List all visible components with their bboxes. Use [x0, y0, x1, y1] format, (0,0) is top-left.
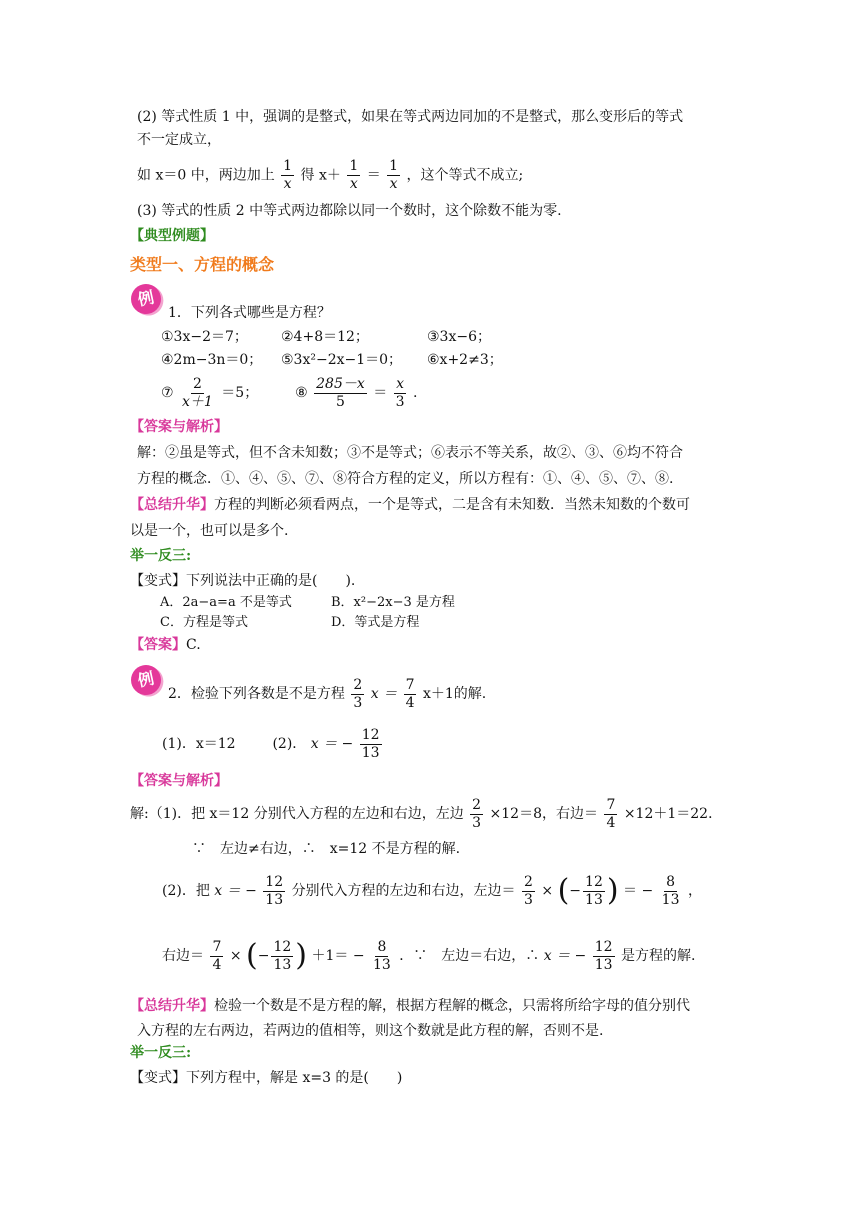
- denominator: 13: [273, 956, 292, 973]
- numerator: 8: [377, 938, 387, 955]
- text: 2．检验下列各数是不是方程: [168, 686, 345, 702]
- text: ，这个等式不成立;: [406, 167, 524, 184]
- text: ×12＝8，右边＝: [489, 806, 598, 822]
- fraction: [660, 874, 682, 909]
- option: ②4+8＝12；: [281, 329, 369, 345]
- denominator: x＋1: [182, 393, 213, 410]
- answer-heading: 【答案与解析】: [130, 419, 228, 435]
- denominator: 3: [472, 814, 482, 831]
- text-line: (2) 等式性质 1 中，强调的是整式，如果在等式两边同加的不是整式，那么变形后的等式: [137, 109, 684, 125]
- text: ×12＋1＝22．: [623, 806, 723, 822]
- numerator: 7: [405, 676, 415, 693]
- option-marker: ⑧: [295, 385, 308, 401]
- denominator: 13: [373, 956, 391, 973]
- numerator: 12: [361, 726, 380, 743]
- text: ＝5；: [221, 385, 259, 401]
- text: 下列方程中，解是 x=3 的是( ): [186, 1070, 403, 1086]
- text-line: ∵ 左边≠右边，∴ x=12 不是方程的解.: [192, 841, 461, 857]
- text: 右边＝: [162, 948, 204, 964]
- variant-heading: 【变式】: [130, 1070, 186, 1086]
- denominator: x: [389, 176, 398, 192]
- text-line: 以是一个，也可以是多个.: [130, 523, 289, 539]
- option: ⑤3x²−2x−1＝0；: [281, 352, 403, 368]
- text: ＋1＝ −: [311, 948, 365, 964]
- fraction: [271, 939, 293, 974]
- fraction: [522, 874, 535, 909]
- text-line: (3) 等式的性质 2 中等式两边都除以同一个数时，这个除数不能为零.: [137, 203, 562, 219]
- numerator: 1: [349, 158, 359, 174]
- fraction: [593, 939, 615, 974]
- numerator: 8: [666, 873, 676, 890]
- fraction: [351, 677, 364, 712]
- summary-heading: 【总结升华】: [130, 998, 214, 1014]
- option: ①3x−2＝7；: [161, 329, 248, 345]
- numerator: 1: [283, 158, 293, 174]
- fraction: [404, 677, 417, 712]
- fraction: [180, 376, 215, 411]
- fraction: [371, 939, 393, 974]
- answer-line: [130, 635, 201, 655]
- fraction: [263, 874, 285, 909]
- numerator: 12: [594, 938, 613, 955]
- option: D．等式是方程: [331, 615, 420, 630]
- answer-value: C.: [186, 637, 201, 653]
- denominator: 13: [361, 744, 380, 761]
- denominator: 13: [594, 956, 613, 973]
- option: ③3x−6；: [427, 329, 491, 345]
- numerator: 12: [265, 873, 284, 890]
- text: x ＝ −: [214, 883, 257, 899]
- fraction: [470, 797, 483, 832]
- text: 得 x＋: [300, 167, 341, 184]
- variant-heading: 【变式】: [130, 573, 186, 589]
- example-badge-icon: 例: [128, 281, 164, 317]
- denominator: 5: [335, 393, 345, 410]
- denominator: x: [283, 176, 292, 192]
- example-badge-icon: 例: [128, 662, 164, 698]
- numerator: 7: [212, 938, 222, 955]
- option: B．x²−2x−3 是方程: [331, 595, 455, 610]
- section-heading: 【典型例题】: [130, 228, 214, 244]
- text: ．∵ 左边＝右边，∴: [399, 948, 540, 964]
- summary-line: [130, 996, 690, 1016]
- summary-heading: 【总结升华】: [130, 497, 214, 513]
- text: ＝ −: [623, 883, 654, 899]
- text: ＝: [366, 167, 381, 184]
- question-1: 1．下列各式哪些是方程？: [168, 305, 331, 321]
- text-line: 解：②虽是等式，但不含未知数；③不是等式；⑥表示不等关系，故②、③、⑥均不符合: [137, 445, 683, 461]
- fraction: [314, 376, 367, 411]
- text: 解:（1)．把 x＝12 分别代入方程的左边和右边，左边: [130, 806, 464, 822]
- numerator: 7: [606, 796, 616, 813]
- text: x ＝ −: [543, 948, 587, 964]
- question-2: [168, 674, 486, 714]
- denominator: 13: [661, 891, 680, 908]
- text: ×: [541, 883, 554, 899]
- variant-line: [130, 571, 355, 591]
- numerator: 12: [585, 873, 603, 890]
- option: ⑥x+2≠3；: [427, 352, 503, 368]
- numerator: 2: [192, 375, 202, 392]
- fraction: [281, 158, 294, 193]
- text: ，: [687, 883, 702, 899]
- denominator: 4: [405, 694, 415, 711]
- text-line: 方程的概念．①、④、⑤、⑦、⑧符合方程的定义，所以方程有：①、④、⑤、⑦、⑧.: [137, 471, 674, 487]
- option-marker: ⑦: [161, 385, 174, 401]
- fraction: [394, 376, 407, 411]
- summary-line: [130, 495, 690, 515]
- solution-line: (2)．把 x ＝ − $\frac{12}{13}$ 分别代入方程的左边和右边，左边＝ $\frac{2}{3}$ × (− $\frac{12}{13}$ ) ＝ − $\frac{8}{13}$ ，: [162, 873, 702, 908]
- text: (2)．把: [162, 883, 210, 899]
- text: 检验一个数是不是方程的解，根据方程解的概念，只需将所给字母的值分别代: [214, 998, 690, 1014]
- answer-heading: 【答案】: [130, 637, 186, 653]
- numerator: 2: [472, 796, 482, 813]
- practice-heading: 举一反三:: [130, 1045, 192, 1061]
- fraction: [604, 797, 617, 832]
- numerator: 12: [273, 938, 292, 955]
- text: 分别代入方程的左边和右边，左边＝: [291, 883, 516, 899]
- text: 是方程的解.: [621, 948, 696, 964]
- option: A．2a−a=a 不是等式: [160, 595, 292, 610]
- solution-line: 右边＝ $\frac{7}{4}$ × (− $\frac{12}{13}$ ) ＋1＝ − $\frac{8}{13}$ ．∵ 左边＝右边，∴ x ＝ − $\frac{12}{13}$ 是方程的解.: [162, 938, 696, 973]
- numerator: 285－x: [316, 375, 365, 392]
- text: 如 x＝0 中，两边加上: [137, 167, 275, 184]
- text-line: 不一定成立，: [137, 132, 221, 148]
- fraction: [210, 939, 223, 974]
- option: (1)．x＝12: [162, 736, 236, 752]
- text: x ＝ −: [310, 736, 354, 752]
- fraction: [347, 158, 360, 193]
- variant-line: [130, 1068, 402, 1088]
- text-line: 入方程的左右两边，若两边的值相等，则这个数就是此方程的解，否则不是.: [137, 1023, 604, 1039]
- example-fraction-line: [137, 158, 523, 193]
- denominator: 4: [606, 814, 616, 831]
- denominator: 3: [524, 891, 533, 908]
- numerator: 1: [389, 158, 399, 174]
- answer-heading: 【答案与解析】: [130, 773, 228, 789]
- option-row-fractions: [161, 373, 417, 413]
- denominator: 4: [212, 956, 222, 973]
- numerator: 2: [353, 676, 363, 693]
- option: C．方程是等式: [160, 615, 248, 630]
- type-heading: 类型一、方程的概念: [130, 255, 275, 274]
- text: ＝: [373, 385, 388, 401]
- denominator: 13: [265, 891, 284, 908]
- fraction: [360, 727, 382, 762]
- text: x＋1的解.: [422, 686, 487, 702]
- practice-heading: 举一反三:: [130, 548, 192, 564]
- fraction: [583, 874, 605, 909]
- numerator: 2: [524, 873, 533, 890]
- text: x ＝: [370, 686, 398, 702]
- numerator: x: [396, 375, 405, 392]
- denominator: 3: [353, 694, 363, 711]
- option: ④2m−3n＝0；: [161, 352, 263, 368]
- denominator: x: [349, 176, 358, 192]
- option: (2)．: [272, 736, 307, 752]
- fraction: [387, 158, 400, 193]
- text: 下列说法中正确的是( ).: [186, 573, 356, 589]
- question-2-values: [162, 724, 384, 764]
- solution-line: [130, 794, 722, 834]
- text: .: [413, 385, 418, 401]
- denominator: 3: [395, 393, 405, 410]
- text: 方程的判断必须看两点，一个是等式，二是含有未知数．当然未知数的个数可: [214, 497, 690, 513]
- denominator: 13: [585, 891, 603, 908]
- text: ×: [229, 948, 242, 964]
